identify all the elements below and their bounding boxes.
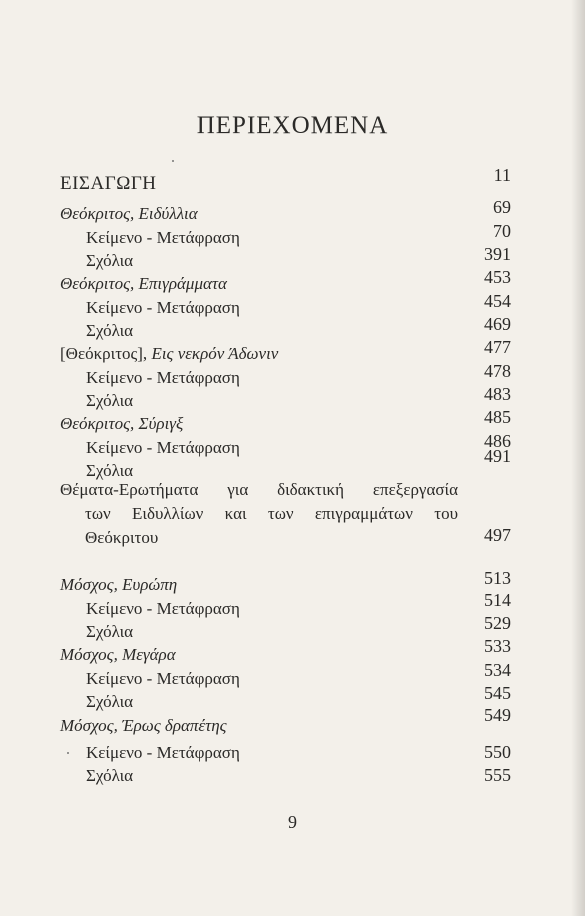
toc-entry-topics-page-row [0,524,585,548]
toc-entry-label: Σχόλια [86,622,134,641]
toc-entry-page: 549 [484,705,511,725]
toc-entry-page: 70 [493,221,511,241]
toc-entry-label: Σχόλια [86,766,134,785]
toc-entry-label: Μόσχος, Έρως δραπέτης [60,716,227,735]
toc-subentry-notes[interactable] [0,764,585,788]
toc-entry-label: Σχόλια [86,461,134,480]
toc-entry-page: 486 [484,431,511,451]
toc-entry-label: Σχόλια [86,692,134,711]
toc-entry-label: Μόσχος, Μεγάρα [60,645,176,664]
toc-entry-page: 545 [484,683,511,703]
toc-entry-page: 497 [484,525,511,545]
toc-entry-page: 514 [484,590,511,610]
toc-entry-label: ΕΙΣΑΓΩΓΗ [60,173,157,194]
toc-entry-page: 491 [484,446,511,466]
toc-entry-label: Σχόλια [86,321,134,340]
speck [67,752,69,754]
toc-entry-page: 454 [484,291,511,311]
toc-entry-page: 469 [484,314,511,334]
toc-entry-label: [Θεόκριτος], Εις νεκρόν Άδωνιν [60,344,279,363]
toc-entry-label-line: Θεόκριτου [85,528,159,547]
toc-entry-page: 485 [484,407,511,427]
toc-entry-label: Θεόκριτος, Επιγράμματα [60,274,227,293]
toc-entry-page: 529 [484,613,511,633]
toc-entry-page: 533 [484,636,511,656]
toc-entry-label-line: Θέματα-Ερωτήματα για διδακτική επεξεργασία [60,480,458,499]
toc-entry-page: 391 [484,244,511,264]
toc-entry-label: Σχόλια [86,251,134,270]
toc-entry-label: Μόσχος, Ευρώπη [60,575,178,594]
toc-entry-page: 555 [484,765,511,785]
toc-entry-label-line: των Ειδυλλίων και των επιγραμμάτων του [85,504,458,523]
toc-entry-page: 477 [484,337,511,357]
page-number: 9 [288,812,297,832]
toc-entry-label: Κείμενο - Μετάφραση [86,599,240,618]
toc-entry-page: 550 [484,742,511,762]
toc-entry-page: 69 [493,197,511,217]
toc-entry-label: Κείμενο - Μετάφραση [86,368,240,387]
toc-entry-page: 11 [493,165,511,185]
toc-entry-page: 513 [484,568,511,588]
toc-entry-label: Κείμενο - Μετάφραση [86,228,240,247]
toc-entry-introduction[interactable] [0,165,585,196]
toc-entry-label: Κείμενο - Μετάφραση [86,669,240,688]
toc-entry-label: Κείμενο - Μετάφραση [86,743,240,762]
toc-entry-label: Θεόκριτος, Ειδύλλια [60,204,198,223]
toc-entry-label: Κείμενο - Μετάφραση [86,438,240,457]
toc-subentry-text-translation[interactable] [0,741,585,765]
page-title: ΠΕΡΙΕΧΟΜΕΝΑ [196,112,389,139]
toc-entry-label: Θεόκριτος, Σύριγξ [60,414,184,433]
toc-entry-label: Κείμενο - Μετάφραση [86,298,240,317]
toc-entry-page: 478 [484,361,511,381]
toc-entry-moschus-eros[interactable] [0,705,585,738]
toc-entry-page: 483 [484,384,511,404]
toc-entry-page: 534 [484,660,511,680]
toc-entry-label: Σχόλια [86,391,134,410]
toc-entry-page: 453 [484,267,511,287]
